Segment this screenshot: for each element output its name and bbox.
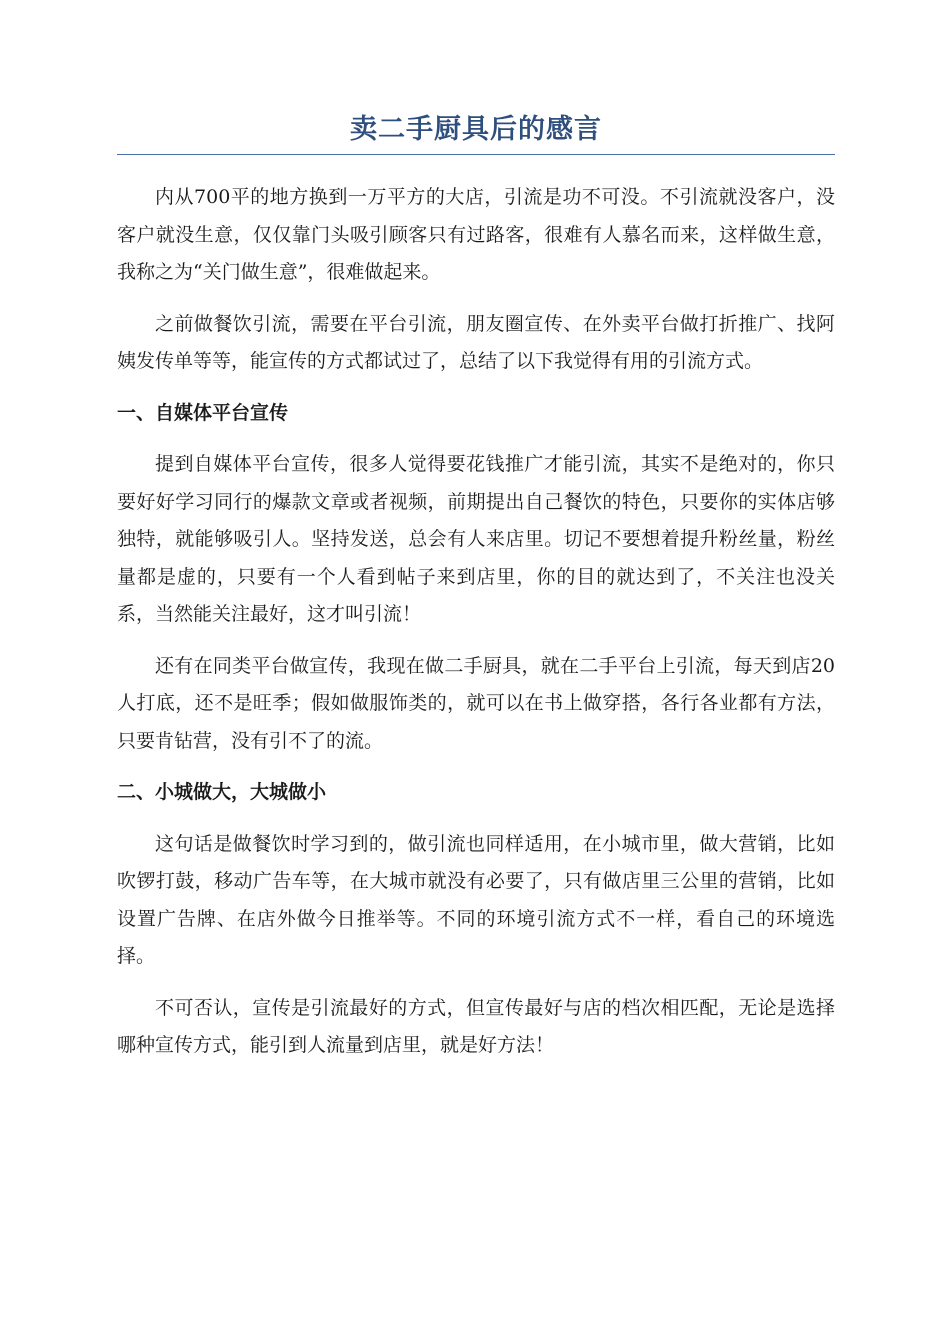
section-heading: 一、自媒体平台宣传 xyxy=(117,401,289,424)
section-paragraph: 还有在同类平台做宣传，我现在做二手厨具，就在二手平台上引流，每天到店20人打底，还不是旺季；假如做服饰类的，就可以在书上做穿搭，各行各业都有方法，只要肯钻营，没有引不了的流。 xyxy=(117,654,835,752)
section-paragraph: 提到自媒体平台宣传，很多人觉得要花钱推广才能引流，其实不是绝对的，你只要好好学习同行的爆款文章或者视频，前期提出自己餐饮的特色，只要你的实体店够独特，就能够吸引人。坚持发送，总会有人来店里。切记不要想着提升粉丝量，粉丝量都是虚的，只要有一个人看到帖子来到店里，你的目的就达到了，不关注也没关系，当然能关注最好，这才叫引流！ xyxy=(117,453,835,625)
section-paragraph: 不可否认，宣传是引流最好的方式，但宣传最好与店的档次相匹配，无论是选择哪种宣传方式，能引到人流量到店里，就是好方法！ xyxy=(117,996,835,1056)
document-page xyxy=(117,110,835,1079)
intro-paragraph-1: 内从700平的地方换到一万平方的大店，引流是功不可没。不引流就没客户，没客户就没生意，仅仅靠门头吸引顾客只有过路客，很难有人慕名而来，这样做生意，我称之为“关门做生意”，很难做起来。 xyxy=(117,186,835,283)
document-body xyxy=(117,179,835,1065)
document-title: 卖二手厨具后的感言 xyxy=(117,110,835,155)
section-paragraph: 这句话是做餐饮时学习到的，做引流也同样适用，在小城市里，做大营销，比如吹锣打鼓，移动广告车等，在大城市就没有必要了，只有做店里三公里的营销，比如设置广告牌、在店外做今日推举等。不同的环境引流方式不一样，看自己的环境选择。 xyxy=(117,832,835,967)
section-heading: 二、小城做大，大城做小 xyxy=(117,781,327,803)
section-1 xyxy=(117,395,835,761)
intro-paragraph-2: 之前做餐饮引流，需要在平台引流，朋友圈宣传、在外卖平台做打折推广、找阿姨发传单等等，能宣传的方式都试过了，总结了以下我觉得有用的引流方式。 xyxy=(117,312,835,372)
section-2 xyxy=(117,774,835,1065)
